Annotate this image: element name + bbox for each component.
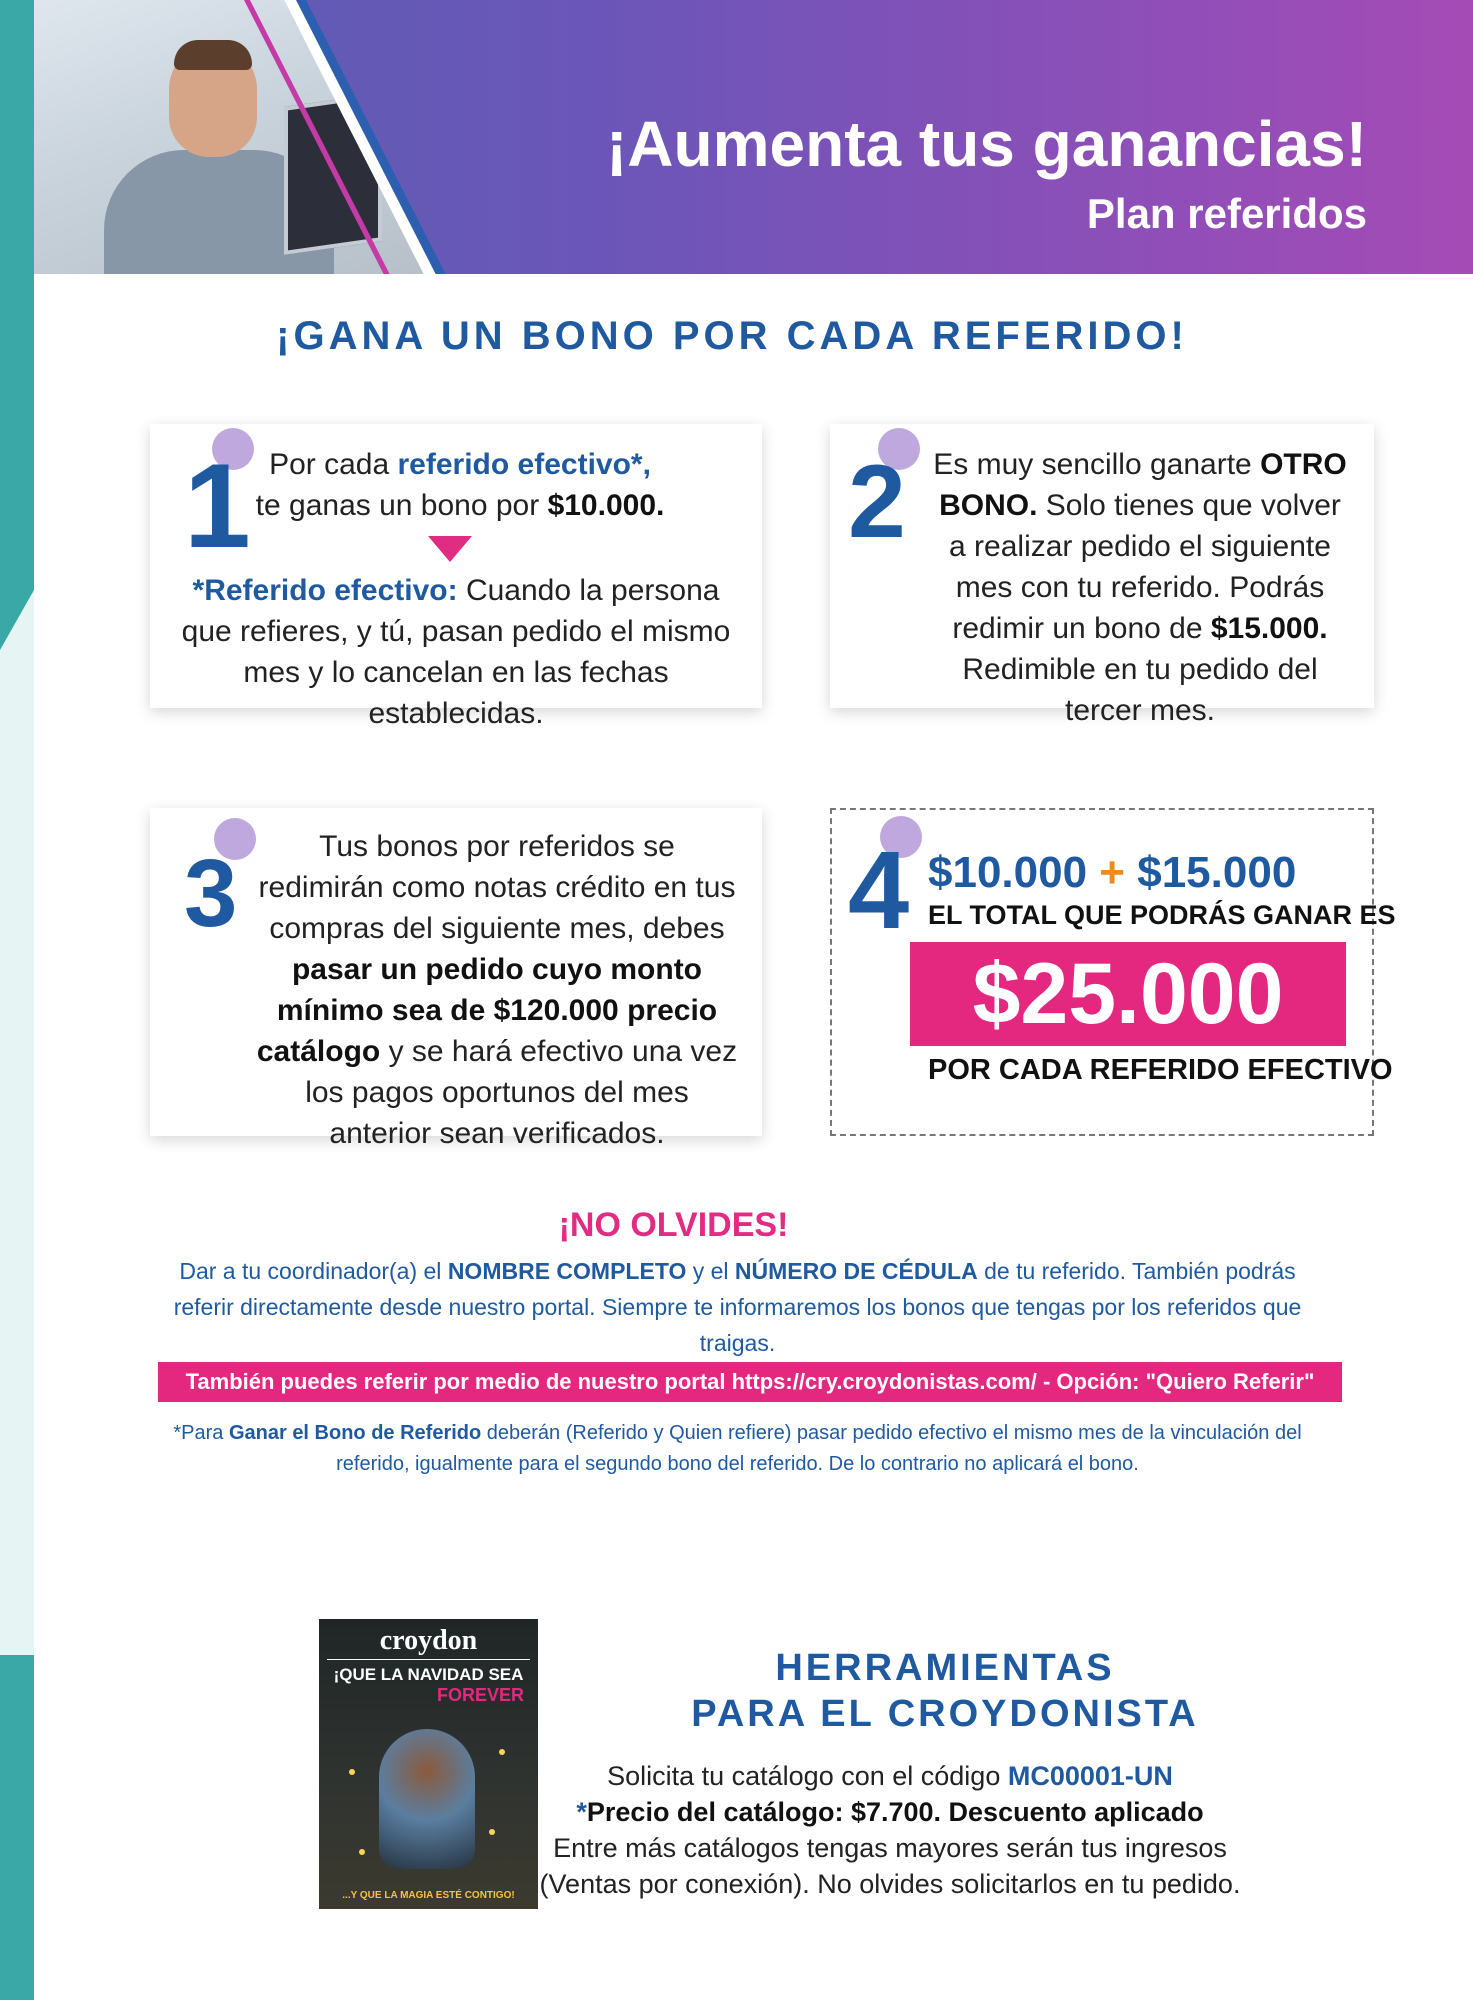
step-card-3	[150, 808, 762, 1150]
step2-text-c: Redimible en tu pedido del tercer mes.	[962, 653, 1318, 727]
catalog-price: Precio del catálogo: $7.700. Descuento aplicado	[586, 1797, 1204, 1827]
tools-line1-text: Solicita tu catálogo con el código	[607, 1761, 1008, 1791]
page-subtitle: Plan referidos	[1086, 190, 1367, 237]
bonus-amounts	[928, 848, 1296, 898]
step-card-1	[150, 424, 762, 730]
header-banner	[34, 0, 1473, 274]
cover-sparkle	[359, 1849, 365, 1855]
step-number-3: 3	[184, 840, 238, 947]
pointer-triangle	[428, 536, 472, 562]
tools-line-1	[450, 1758, 1330, 1794]
reminder-bold-a: NOMBRE COMPLETO	[447, 1258, 687, 1284]
definition-text: Cuando la persona que refieres, y tú, pasan pedido el mismo mes y lo cancelan en las fechas establecidas.	[181, 574, 731, 730]
tools-asterisk: *	[576, 1797, 587, 1827]
reminder-text-c: de tu referido. También podrás referir directamente desde nuestro portal. Siempre te informaremos los bonos que tengas por los referidos que traigas.	[173, 1258, 1302, 1356]
catalog-code: MC00001-UN	[1007, 1761, 1173, 1791]
cover-headline: ¡QUE LA NAVIDAD SEA	[333, 1665, 524, 1684]
reminder-text	[150, 1253, 1325, 1361]
step-text-2	[930, 444, 1350, 731]
plus-sign: +	[1099, 848, 1125, 897]
tools-title-line2: PARA EL CROYDONISTA	[691, 1693, 1199, 1735]
step3-bold: pasar un pedido cuyo monto mínimo sea de $120.000 precio catálogo	[256, 953, 718, 1068]
reminder-title: ¡NO OLVIDES!	[558, 1206, 789, 1244]
cover-headline-2: FOREVER	[436, 1685, 524, 1705]
cover-divider	[327, 1659, 530, 1660]
total-amount-badge: $25.000	[910, 942, 1346, 1046]
step-definition-1	[164, 570, 748, 734]
step-card-2	[830, 424, 1374, 727]
tools-line-4: (Ventas por conexión). No olvides solicitarlos en tu pedido.	[539, 1869, 1241, 1899]
step-number-1: 1	[184, 439, 251, 573]
tools-line-3: Entre más catálogos tengas mayores serán tus ingresos	[553, 1833, 1227, 1863]
section-headline: ¡GANA UN BONO POR CADA REFERIDO!	[276, 314, 1188, 358]
step-number-2: 2	[848, 444, 906, 560]
step1-text-a: Por cada	[269, 448, 398, 481]
footnote-bold: Ganar el Bono de Referido	[228, 1422, 482, 1444]
step1-highlight-a: referido efectivo*,	[397, 448, 651, 481]
footnote	[150, 1418, 1325, 1480]
photo-hair	[174, 40, 252, 70]
bonus-amount-1: $10.000	[928, 848, 1088, 897]
step2-bold-a: OTRO BONO.	[939, 448, 1347, 522]
step-number-4: 4	[848, 829, 910, 952]
reminder-text-a: Dar a tu coordinador(a) el	[179, 1258, 448, 1284]
step1-text-b: te ganas un bono por	[255, 489, 548, 522]
reminder-text-b: y el	[686, 1258, 735, 1284]
cover-sparkle	[499, 1749, 505, 1755]
tools-title	[505, 1645, 1385, 1737]
step3-text-b: y se hará efectivo una vez los pagos oportunos del mes anterior sean verificados.	[305, 1035, 738, 1150]
cover-tagline: ...Y QUE LA MAGIA ESTÉ CONTIGO!	[342, 1890, 515, 1901]
cover-brand: croydon	[379, 1625, 478, 1656]
step2-text-a: Es muy sencillo ganarte	[933, 448, 1261, 481]
definition-label: *Referido efectivo:	[192, 574, 458, 607]
total-label: EL TOTAL QUE PODRÁS GANAR ES	[928, 900, 1396, 930]
step1-amount: $10.000.	[547, 489, 665, 522]
cover-sparkle	[349, 1769, 355, 1775]
step3-text-a: Tus bonos por referidos se redimirán como notas crédito en tus compras del siguiente mes, debes	[258, 830, 736, 945]
step2-amount: $15.000.	[1210, 612, 1328, 645]
tools-title-line1: HERRAMIENTAS	[775, 1647, 1115, 1689]
footnote-text-b: deberán (Referido y Quien refiere) pasar pedido efectivo el mismo mes de la vinculación del referido, igualmente para el segundo bono del referido. De lo contrario no aplicará el bono.	[336, 1422, 1302, 1475]
step-card-4	[830, 808, 1396, 1136]
left-edge-decoration	[0, 0, 34, 2000]
teal-band-bottom	[0, 1655, 34, 2000]
portal-banner: También puedes referir por medio de nuestro portal https://cry.croydonistas.com/ - Opción: "Quiero Referir"	[158, 1362, 1342, 1402]
page-title: ¡Aumenta tus ganancias!	[605, 108, 1367, 180]
tools-line-2	[450, 1794, 1330, 1830]
tools-text	[450, 1758, 1330, 1902]
step-text-3	[254, 826, 740, 1154]
footnote-text-a: *Para	[173, 1422, 229, 1444]
reminder-bold-b: NÚMERO DE CÉDULA	[734, 1258, 978, 1284]
teal-band-top	[0, 0, 34, 590]
step-text-1	[250, 444, 670, 526]
per-referral-label: POR CADA REFERIDO EFECTIVO	[928, 1054, 1393, 1086]
step2-text-b: Solo tienes que volver a realizar pedido el siguiente mes con tu referido. Podrás redimir un bono de	[949, 489, 1341, 645]
teal-band-slant	[0, 590, 34, 650]
bonus-amount-2: $15.000	[1137, 848, 1297, 897]
